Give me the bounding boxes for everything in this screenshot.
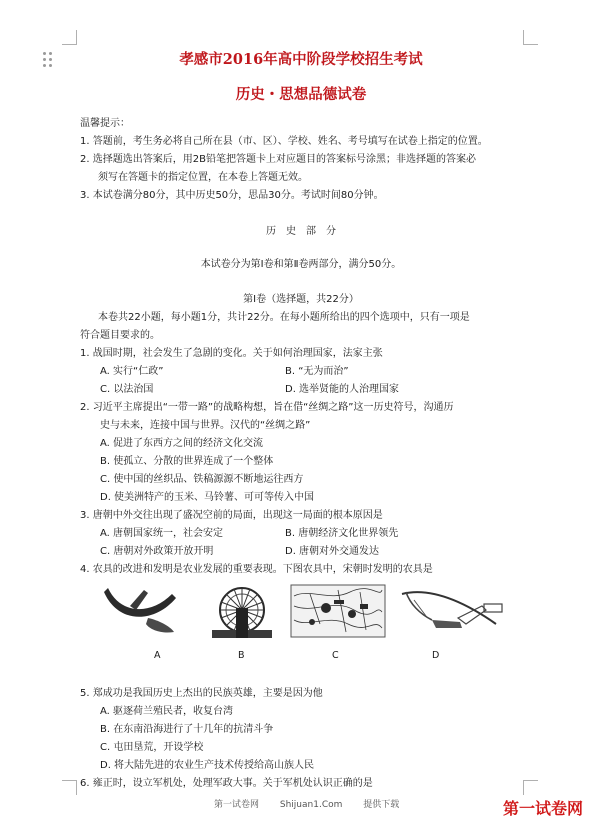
page-footer bbox=[214, 797, 417, 810]
part1-intro-1: 本卷共22小题，每小题1分，共计22分。在每小题所给出的四个选项中，只有一项是 bbox=[98, 312, 470, 323]
waterwheel-image-b bbox=[206, 584, 278, 640]
image-label-a: A bbox=[154, 650, 161, 661]
q1-option-d: D. 选举贤能的人治理国家 bbox=[285, 384, 400, 395]
q3-option-c: C. 唐朝对外政策开放开明 bbox=[100, 546, 214, 557]
section-title: 历 史 部 分 bbox=[266, 226, 336, 237]
section-description: 本试卷分为第Ⅰ卷和第Ⅱ卷两部分，满分50分。 bbox=[200, 259, 402, 270]
q5-option-a: A. 驱逐荷兰殖民者，收复台湾 bbox=[100, 706, 234, 717]
farm-tool-image-a bbox=[100, 584, 180, 636]
crop-mark-bottom-right bbox=[523, 780, 538, 795]
q3-stem: 3. 唐朝中外交往出现了盛况空前的局面，出现这一局面的根本原因是 bbox=[80, 510, 383, 521]
q2-option-b: B. 使孤立、分散的世界连成了一个整体 bbox=[100, 456, 274, 467]
q5-option-d: D. 将大陆先进的农业生产技术传授给高山族人民 bbox=[100, 760, 315, 771]
q4-stem: 4. 农具的改进和发明是农业发展的重要表现。下图农具中，宋朝时发明的农具是 bbox=[80, 564, 433, 575]
crop-mark-bottom-left bbox=[62, 780, 77, 795]
q2-stem-line1: 2. 习近平主席提出“一带一路”的战略构想，旨在借“丝绸之路”这一历史符号，沟通历 bbox=[80, 402, 454, 413]
watermark-logo: 第一试卷网 bbox=[502, 799, 583, 818]
footer-left: 第一试卷网 bbox=[214, 800, 260, 810]
plough-image-d bbox=[396, 584, 506, 640]
q2-option-c: C. 使中国的丝织品、铁稿源源不断地运往西方 bbox=[100, 474, 304, 485]
crop-mark-top-left bbox=[62, 30, 77, 45]
q2-stem-line2: 史与未来，连接中国与世界。汉代的“丝绸之路” bbox=[100, 420, 311, 431]
notice-3: 3. 本试卷满分80分，其中历史50分，思品30分。考试时间80分钟。 bbox=[80, 190, 384, 201]
part1-intro-2: 符合题目要求的。 bbox=[80, 330, 160, 341]
exam-subtitle: 历史・思想品德试卷 bbox=[235, 86, 367, 103]
image-label-b: B bbox=[238, 650, 245, 661]
q2-option-d: D. 使美洲特产的玉米、马铃薯、可可等传入中国 bbox=[100, 492, 315, 503]
q1-option-b: B. “无为而治” bbox=[285, 366, 349, 377]
engraving-image-c bbox=[290, 584, 386, 638]
notice-1: 1. 答题前，考生务必将自己所在县（市、区）、学校、姓名、考号填写在试卷上指定的位置。 bbox=[80, 136, 488, 147]
q1-stem: 1. 战国时期，社会发生了急剧的变化。关于如何治理国家，法家主张 bbox=[80, 348, 383, 359]
part1-title: 第Ⅰ卷（选择题，共22分） bbox=[243, 294, 359, 305]
q3-option-d: D. 唐朝对外交通发达 bbox=[285, 546, 380, 557]
exam-title: 孝感市2016年高中阶段学校招生考试 bbox=[179, 51, 423, 68]
footer-center: Shijuan1.Com bbox=[279, 800, 343, 810]
q5-option-c: C. 屯田垦荒，开设学校 bbox=[100, 742, 204, 753]
q6-stem: 6. 雍正时，设立军机处，处理军政大事。关于军机处认识正确的是 bbox=[80, 778, 373, 789]
q3-option-b: B. 唐朝经济文化世界领先 bbox=[285, 528, 399, 539]
footer-right: 提供下载 bbox=[363, 800, 400, 810]
notice-2: 2. 选择题选出答案后，用2B铅笔把答题卡上对应题目的答案标号涂黑；非选择题的答案必 bbox=[80, 154, 476, 165]
image-label-d: D bbox=[432, 650, 440, 661]
q1-option-a: A. 实行“仁政” bbox=[100, 366, 164, 377]
q5-stem: 5. 郑成功是我国历史上杰出的民族英雄，主要是因为他 bbox=[80, 688, 323, 699]
drag-handle-icon[interactable] bbox=[43, 52, 53, 70]
crop-mark-top-right bbox=[523, 30, 538, 45]
notice-2-continued: 须写在答题卡的指定位置，在本卷上答题无效。 bbox=[98, 172, 308, 183]
notice-heading: 温馨提示： bbox=[80, 118, 130, 129]
q2-option-a: A. 促进了东西方之间的经济文化交流 bbox=[100, 438, 264, 449]
image-label-c: C bbox=[332, 650, 339, 661]
q3-option-a: A. 唐朝国家统一，社会安定 bbox=[100, 528, 224, 539]
q5-option-b: B. 在东南沿海进行了十几年的抗清斗争 bbox=[100, 724, 274, 735]
q1-option-c: C. 以法治国 bbox=[100, 384, 154, 395]
